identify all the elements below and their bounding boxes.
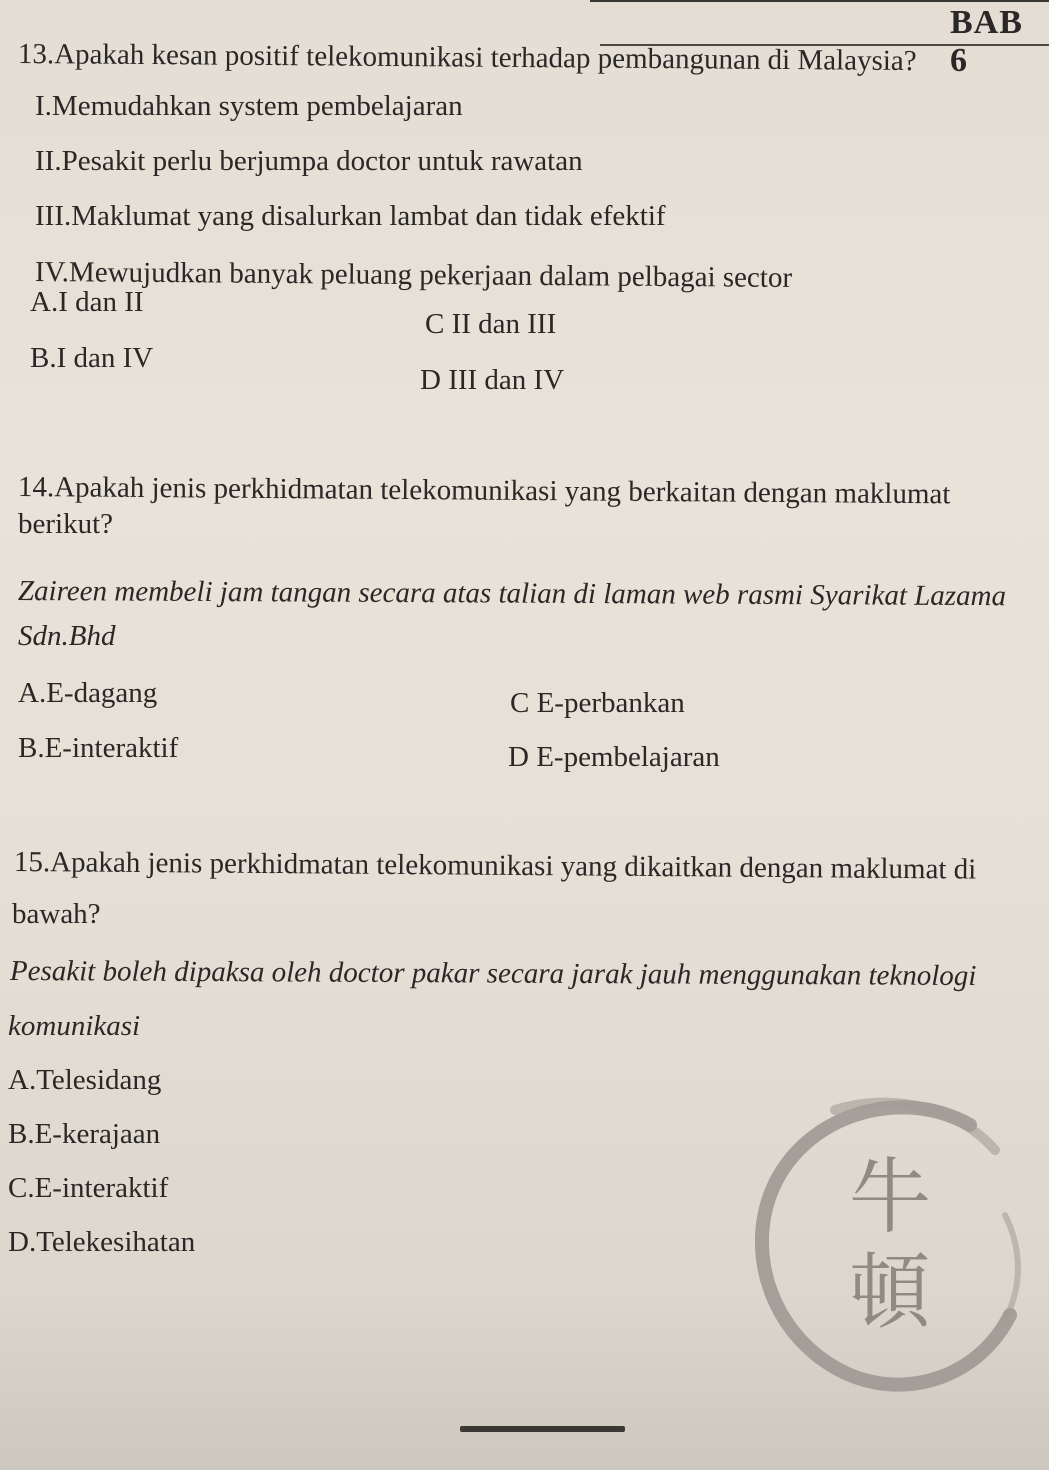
q14-option-a[interactable]: A.E-dagang [18, 677, 158, 709]
q13-statement-3: III.Maklumat yang disalurkan lambat dan tidak efektif [35, 200, 666, 232]
stamp-char-1: 牛 [848, 1150, 932, 1245]
q15-scenario-line1: Pesakit boleh dipaksa oleh doctor pakar secara jarak jauh menggunakan teknologi [9, 955, 977, 993]
q13-statement-2: II.Pesakit perlu berjumpa doctor untuk rawatan [35, 145, 583, 177]
q13-option-b[interactable]: B.I dan IV [30, 342, 154, 374]
q14-scenario-line1: Zaireen membeli jam tangan secara atas talian di laman web rasmi Syarikat Lazama [17, 575, 1007, 613]
q15-option-a[interactable]: A.Telesidang [8, 1064, 162, 1096]
q14-question-line2: berikut? [18, 508, 114, 540]
q14-option-c[interactable]: C E-perbankan [510, 687, 685, 719]
q13-option-a[interactable]: A.I dan II [30, 286, 144, 318]
stamp-watermark-icon [740, 1095, 1040, 1395]
q13-option-d[interactable]: D III dan IV [420, 364, 565, 396]
q15-question-line1: 15.Apakah jenis perkhidmatan telekomunikasi yang dikaitkan dengan maklumat di [13, 846, 977, 886]
q14-option-d[interactable]: D E-pembelajaran [508, 741, 720, 773]
chapter-title: BAB 6 [950, 4, 1023, 79]
q15-option-c[interactable]: C.E-interaktif [8, 1172, 169, 1204]
q13-question: 13.Apakah kesan positif telekomunikasi terhadap pembangunan di Malaysia? [17, 38, 917, 78]
q14-question-line1: 14.Apakah jenis perkhidmatan telekomunikasi yang berkaitan dengan maklumat [17, 471, 951, 511]
q14-option-b[interactable]: B.E-interaktif [18, 732, 179, 764]
q13-option-c[interactable]: C II dan III [425, 308, 557, 340]
q13-statement-1: I.Memudahkan system pembelajaran [35, 90, 463, 122]
q14-scenario-line2: Sdn.Bhd [18, 620, 116, 652]
q15-option-d[interactable]: D.Telekesihatan [8, 1226, 196, 1258]
q15-option-b[interactable]: B.E-kerajaan [8, 1118, 161, 1150]
q13-statement-4: IV.Mewujudkan banyak peluang pekerjaan dalam pelbagai sector [34, 256, 793, 294]
q15-question-line2: bawah? [12, 898, 101, 930]
q15-scenario-line2: komunikasi [8, 1010, 141, 1042]
bottom-bar [460, 1426, 625, 1432]
stamp-char-2: 頓 [848, 1245, 932, 1340]
